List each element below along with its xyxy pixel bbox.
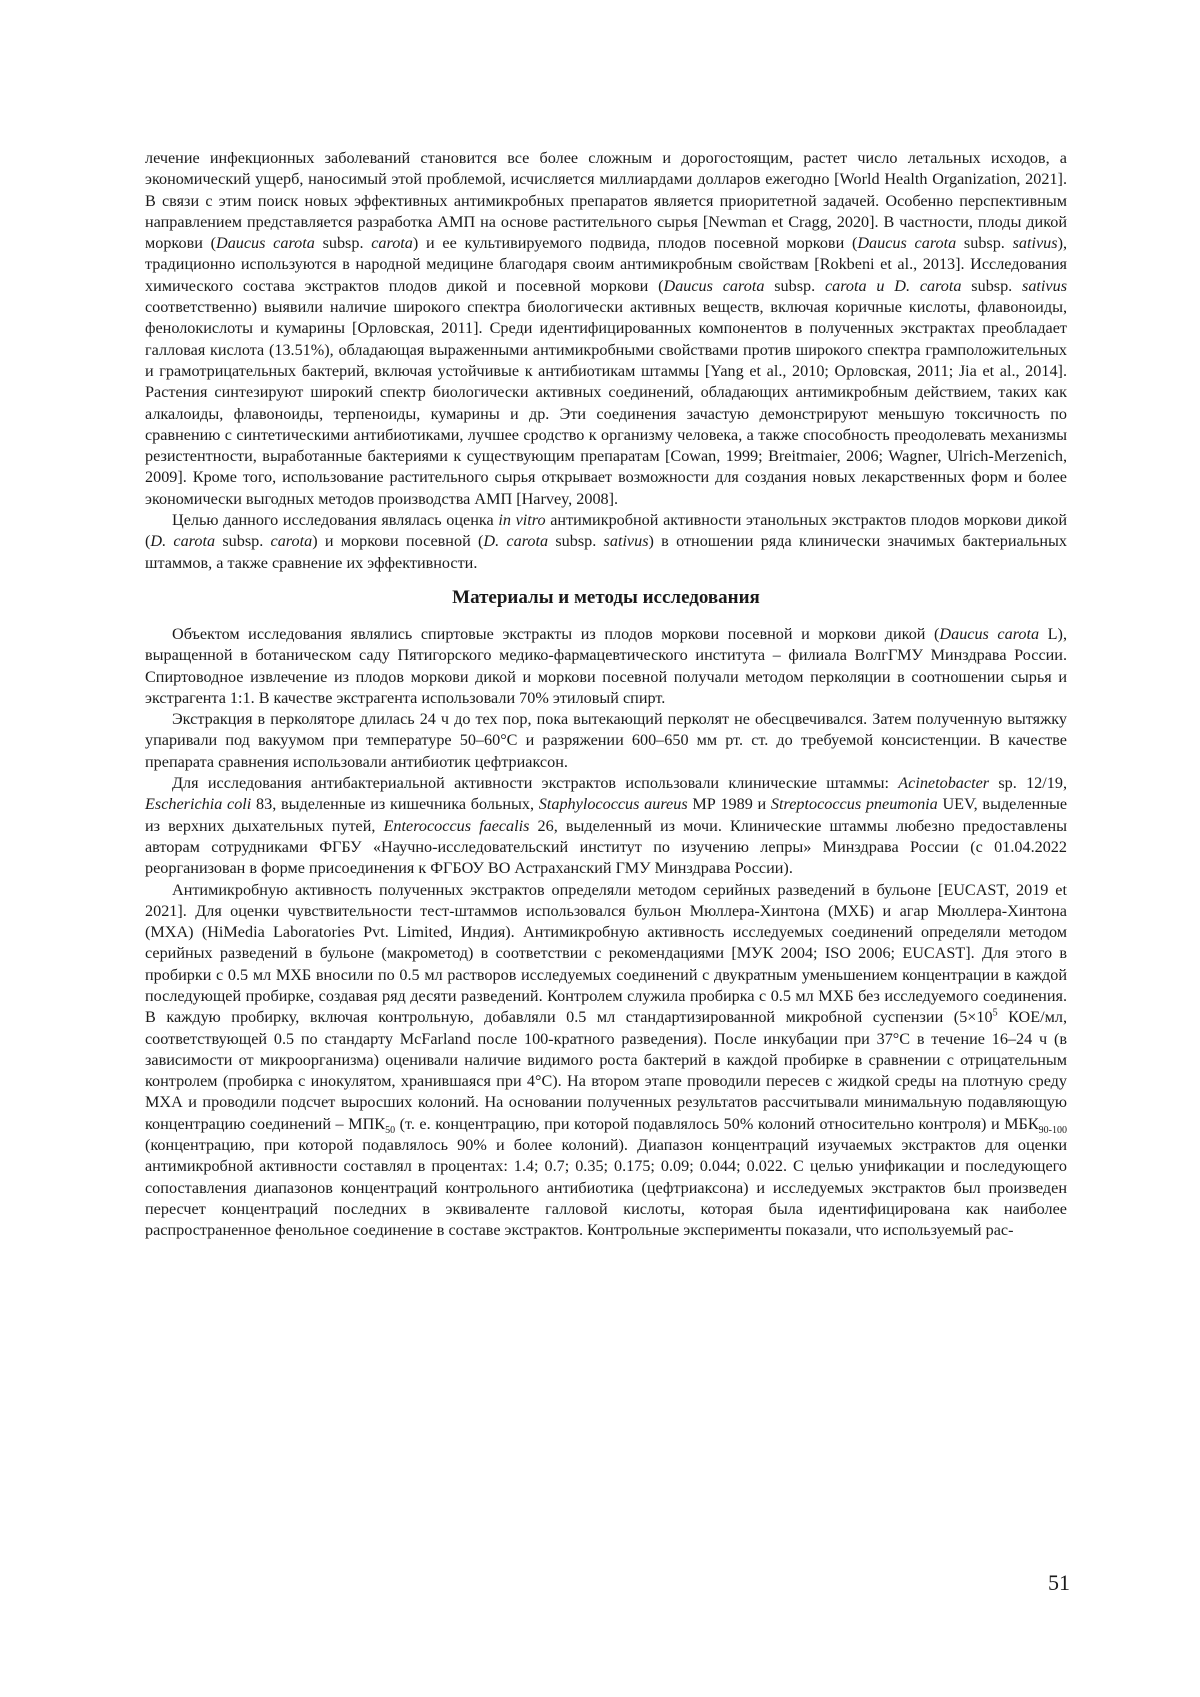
section-heading-methods: Материалы и методы исследования [145,586,1067,610]
page-number: 51 [1010,1570,1070,1596]
paragraph-aim: Целью данного исследования являлась оценка in vitro антимикробной активности этанольных экстрактов плодов моркови дикой (D. carota subsp. carota) и моркови посевной (D. carota subsp. sativus) в отношении ряда клинически значимых бактериальных штаммов, а также сравнение их эффективности. [145,510,1067,574]
paragraph-strains: Для исследования антибактериальной активности экстрактов использовали клинические штаммы: Acinetobacter sp. 12/19, Escherichia coli 83, выделенные из кишечника больных, Staphylococcus aureus МР 1989 и Streptococcus pneumonia UEV, выделенные из верхних дыхательных путей, Enterococcus faecalis 26, выделенный из мочи. Клинические штаммы любезно предоставлены авторам сотрудниками ФГБУ «Научно-исследовательский институт по изучению лепры» Минздрава России (с 01.04.2022 реорганизован в форме присоединения к ФГБОУ ВО Астраханский ГМУ Минздрава России). [145,773,1067,879]
document-page [145,148,1067,1242]
paragraph-object: Объектом исследования являлись спиртовые экстракты из плодов моркови посевной и моркови дикой (Daucus carota L), выращенной в ботаническом саду Пятигорского медико-фармацевтического института – филиала ВолгГМУ Минздрава России. Спиртоводное извлечение из плодов моркови дикой и моркови посевной получали методом перколяции в соотношении сырья и экстрагента 1:1. В качестве экстрагента использовали 70% этиловый спирт. [145,624,1067,709]
paragraph-extraction: Экстракция в перколяторе длилась 24 ч до тех пор, пока вытекающий перколят не обесцвечивался. Затем полученную вытяжку упаривали под вакуумом при температуре 50–60°C и разряжении 600–650 мм рт. ст. до требуемой консистенции. В качестве препарата сравнения использовали антибиотик цефтриаксон. [145,709,1067,773]
paragraph-intro-continued: лечение инфекционных заболеваний становится все более сложным и дорогостоящим, растет число летальных исходов, а экономический ущерб, наносимый этой проблемой, исчисляется миллиардами долларов ежегодно [World Health Organization, 2021]. В связи с этим поиск новых эффективных антимикробных препаратов является приоритетной задачей. Особенно перспективным направлением представляется разработка АМП на основе растительного сырья [Newman et Cragg, 2020]. В частности, плоды дикой моркови (Daucus carota subsp. carota) и ее культивируемого подвида, плодов посевной моркови (Daucus carota subsp. sativus), традиционно используются в народной медицине благодаря своим антимикробным свойствам [Rokbeni et al., 2013]. Исследования химического состава экстрактов плодов дикой и посевной моркови (Daucus carota subsp. carota и D. carota subsp. sativus соответственно) выявили наличие широкого спектра биологически активных веществ, включая коричные кислоты, флавоноиды, фенолокислоты и кумарины [Орловская, 2011]. Среди идентифицированных компонентов в полученных экстрактах преобладает галловая кислота (13.51%), обладающая выраженными антимикробными свойствами против широкого спектра грамположительных и грамотрицательных бактерий, включая устойчивые к антибиотикам штаммы [Yang et al., 2010; Орловская, 2011; Jia et al., 2014]. Растения синтезируют широкий спектр биологически активных соединений, обладающих антимикробным действием, таких как алкалоиды, флавоноиды, терпеноиды, кумарины и др. Эти соединения зачастую демонстрируют меньшую токсичность по сравнению с синтетическими антибиотиками, лучшее сродство к организму человека, а также способность преодолевать механизмы резистентности, выработанные бактериями к существующим препаратам [Cowan, 1999; Breitmaier, 2006; Wagner, Ulrich-Merzenich, 2009]. Кроме того, использование растительного сырья открывает возможности для создания новых лекарственных форм и более экономически выгодных методов производства АМП [Harvey, 2008]. [145,148,1067,510]
paragraph-antimicrobial-method: Антимикробную активность полученных экстрактов определяли методом серийных разведений в бульоне [EUCAST, 2019 et 2021]. Для оценки чувствительности тест-штаммов использовался бульон Мюллера-Хинтона (МХБ) и агар Мюллера-Хинтона (МХА) (HiMedia Laboratories Pvt. Limited, Индия). Антимикробную активность исследуемых соединений определяли методом серийных разведений в бульоне (макрометод) в соответствии с рекомендациями [МУК 2004; ISO 2006; EUCAST]. Для этого в пробирки с 0.5 мл МХБ вносили по 0.5 мл растворов исследуемых соединений с двукратным уменьшением концентрации в каждой последующей пробирке, создавая ряд десяти разведений. Контролем служила пробирка с 0.5 мл МХБ без исследуемого соединения. В каждую пробирку, включая контрольную, добавляли 0.5 мл стандартизированной микробной суспензии (5×105 КОЕ/мл, соответствующей 0.5 по стандарту McFarland после 100-кратного разведения). После инкубации при 37°C в течение 16–24 ч (в зависимости от микроорганизма) оценивали наличие видимого роста бактерий в каждой пробирке в сравнении с отрицательным контролем (пробирка с инокулятом, хранившаяся при 4°C). На втором этапе проводили пересев с жидкой среды на плотную среду МХА и проводили подсчет выросших колоний. На основании полученных результатов рассчитывали минимальную подавляющую концентрацию соединений – МПК50 (т. е. концентрацию, при которой подавлялось 50% колоний относительно контроля) и МБК90-100 (концентрацию, при которой подавлялось 90% и более колоний). Диапазон концентраций изучаемых экстрактов для оценки антимикробной активности составлял в процентах: 1.4; 0.7; 0.35; 0.175; 0.09; 0.044; 0.022. С целью унификации и последующего сопоставления диапазонов концентраций контрольного антибиотика (цефтриаксона) и исследуемых экстрактов был произведен пересчет концентраций последних в эквиваленте галловой кислоты, которая была идентифицирована как наиболее распространенное фенольное соединение в составе экстрактов. Контрольные эксперименты показали, что используемый рас- [145,880,1067,1242]
